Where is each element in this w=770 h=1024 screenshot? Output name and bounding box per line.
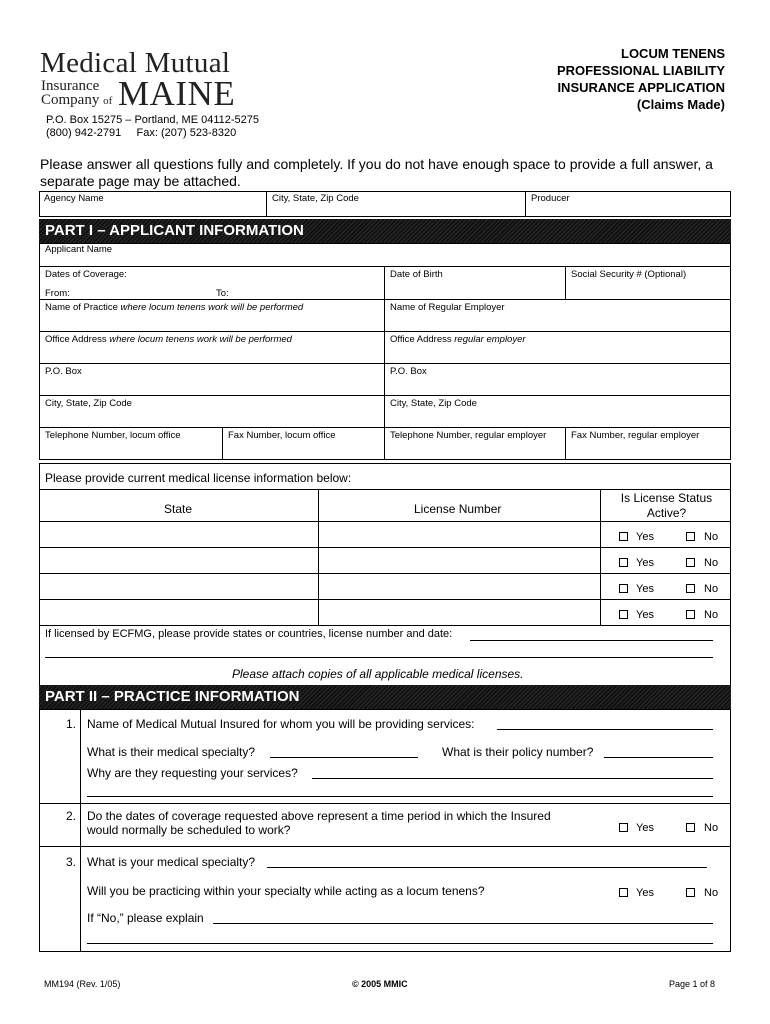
dob-label: Date of Birth <box>390 269 443 280</box>
practice-name-label <box>45 302 303 313</box>
q1-insured-field[interactable] <box>497 729 713 730</box>
no-label: No <box>704 609 719 621</box>
q2-yes-checkbox[interactable] <box>619 823 628 832</box>
form-title-3: INSURANCE APPLICATION <box>557 80 725 95</box>
logo-of: of <box>103 95 113 107</box>
col-status-1: Is License Status <box>620 491 713 505</box>
q1-why-field[interactable] <box>312 778 713 779</box>
license-state-1[interactable] <box>40 522 317 546</box>
tel-locum-label: Telephone Number, locum office <box>45 430 181 441</box>
part1-heading: PART I – APPLICANT INFORMATION <box>39 219 731 243</box>
page-number: Page 1 of 8 <box>669 979 716 989</box>
tel-reg-label: Telephone Number, regular employer <box>390 430 547 441</box>
yes-label: Yes <box>636 531 654 543</box>
producer-label: Producer <box>531 193 570 204</box>
logo-line2b <box>41 92 112 109</box>
ecfmg-line-1[interactable] <box>470 640 713 641</box>
license-active-yes-1[interactable] <box>619 532 628 541</box>
producer-field[interactable] <box>526 192 730 216</box>
q1-number: 1. <box>66 717 77 731</box>
license-number-1[interactable] <box>319 522 599 546</box>
q3-explain-text: If “No,” please explain <box>87 911 204 925</box>
license-state-3[interactable] <box>40 574 317 598</box>
ssn-label: Social Security # (Optional) <box>571 269 687 280</box>
license-active-no-2[interactable] <box>686 558 695 567</box>
office-address-reg-text: Office Address <box>390 334 452 345</box>
address-line2 <box>46 127 236 139</box>
license-active-yes-3[interactable] <box>619 584 628 593</box>
office-address-label <box>45 334 292 345</box>
q2-no-label: No <box>704 822 719 834</box>
applicant-name-label: Applicant Name <box>45 244 113 255</box>
q3-no-label: No <box>704 887 719 899</box>
col-state: State <box>164 502 193 516</box>
col-license-number: License Number <box>414 502 502 516</box>
q3-no-checkbox[interactable] <box>686 888 695 897</box>
yes-label: Yes <box>636 557 654 569</box>
pobox-reg-label: P.O. Box <box>390 366 427 377</box>
q1-policy-text: What is their policy number? <box>442 745 594 759</box>
q2-text-1: Do the dates of coverage requested above represent a time period in which the Insured <box>87 809 551 823</box>
license-number-3[interactable] <box>319 574 599 598</box>
ecfmg-line-2[interactable] <box>45 657 713 658</box>
license-active-no-1[interactable] <box>686 532 695 541</box>
office-address-reg-note: regular employer <box>454 334 526 345</box>
q2-no-checkbox[interactable] <box>686 823 695 832</box>
license-active-yes-2[interactable] <box>619 558 628 567</box>
employer-label: Name of Regular Employer <box>390 302 505 313</box>
to-label: To: <box>216 288 229 299</box>
license-prompt: Please provide current medical license information below: <box>45 471 352 485</box>
license-number-2[interactable] <box>319 548 599 572</box>
logo-line2a: Insurance <box>41 78 100 94</box>
q1-policy-field[interactable] <box>604 757 713 758</box>
q2-text-2: would normally be scheduled to work? <box>87 823 291 837</box>
q3-explain-field-2[interactable] <box>87 943 713 944</box>
office-address-text: Office Address <box>45 334 107 345</box>
form-title-4: (Claims Made) <box>636 97 725 112</box>
practice-name-text: Name of Practice <box>45 302 118 313</box>
license-state-2[interactable] <box>40 548 317 572</box>
yes-label: Yes <box>636 609 654 621</box>
q3-explain-field[interactable] <box>213 923 713 924</box>
q1-specialty-field[interactable] <box>270 757 418 758</box>
logo-line1: Medical Mutual <box>40 47 231 79</box>
office-address-note: where locum tenens work will be performed <box>109 334 292 345</box>
q3-number: 3. <box>66 855 77 869</box>
part2-heading: PART II – PRACTICE INFORMATION <box>39 685 731 709</box>
ecfmg-text: If licensed by ECFMG, please provide states or countries, license number and date: <box>45 628 453 640</box>
city-locum-label: City, State, Zip Code <box>45 398 132 409</box>
col-status-2: Active? <box>646 506 687 520</box>
q1-text: Name of Medical Mutual Insured for whom you will be providing services: <box>87 717 475 731</box>
agency-name-label: Agency Name <box>44 193 104 204</box>
fax: Fax: (207) 523-8320 <box>136 127 237 139</box>
from-label: From: <box>45 288 70 299</box>
phone: (800) 942-2791 <box>46 127 122 139</box>
q2-yes-label: Yes <box>636 822 654 834</box>
q1-why-field-2[interactable] <box>87 796 713 797</box>
copyright: © 2005 MMIC <box>352 979 408 989</box>
attach-note: Please attach copies of all applicable medical licenses. <box>232 667 524 681</box>
agency-name-field[interactable] <box>40 192 265 216</box>
q3-yes-checkbox[interactable] <box>619 888 628 897</box>
q1-specialty-text: What is their medical specialty? <box>87 745 256 759</box>
q2-number: 2. <box>66 809 77 823</box>
license-active-yes-4[interactable] <box>619 610 628 619</box>
q3-yes-label: Yes <box>636 887 654 899</box>
agency-city-field[interactable] <box>267 192 524 216</box>
license-active-no-3[interactable] <box>686 584 695 593</box>
no-label: No <box>704 531 719 543</box>
license-number-4[interactable] <box>319 600 599 624</box>
logo-company: Company <box>41 92 100 108</box>
no-label: No <box>704 557 719 569</box>
agency-city-label: City, State, Zip Code <box>272 193 359 204</box>
form-title-1: LOCUM TENENS <box>621 46 725 61</box>
license-state-4[interactable] <box>40 600 317 624</box>
q3-text: What is your medical specialty? <box>87 855 256 869</box>
form-number: MM194 (Rev. 1/05) <box>44 979 121 989</box>
q3-specialty-field[interactable] <box>267 867 707 868</box>
dates-coverage-label: Dates of Coverage: <box>45 269 127 280</box>
q3-within-text: Will you be practicing within your specialty while acting as a locum tenens? <box>87 884 485 898</box>
logo-line3: MAINE <box>118 74 236 113</box>
address-line1: P.O. Box 15275 – Portland, ME 04112-5275 <box>46 114 260 126</box>
practice-name-note: where locum tenens work will be performed <box>120 302 304 313</box>
fax-locum-label: Fax Number, locum office <box>228 430 336 441</box>
q1-why-text: Why are they requesting your services? <box>87 766 298 780</box>
no-label: No <box>704 583 719 595</box>
form-title-2: PROFESSIONAL LIABILITY <box>556 63 725 78</box>
intro-text: Please answer all questions fully and completely. If you do not have enough space to provide a full answer, a separate page may be attached. <box>40 156 713 189</box>
license-active-no-4[interactable] <box>686 610 695 619</box>
city-reg-label: City, State, Zip Code <box>390 398 477 409</box>
office-address-reg-label <box>390 334 526 345</box>
yes-label: Yes <box>636 583 654 595</box>
fax-reg-label: Fax Number, regular employer <box>571 430 700 441</box>
pobox-locum-label: P.O. Box <box>45 366 82 377</box>
